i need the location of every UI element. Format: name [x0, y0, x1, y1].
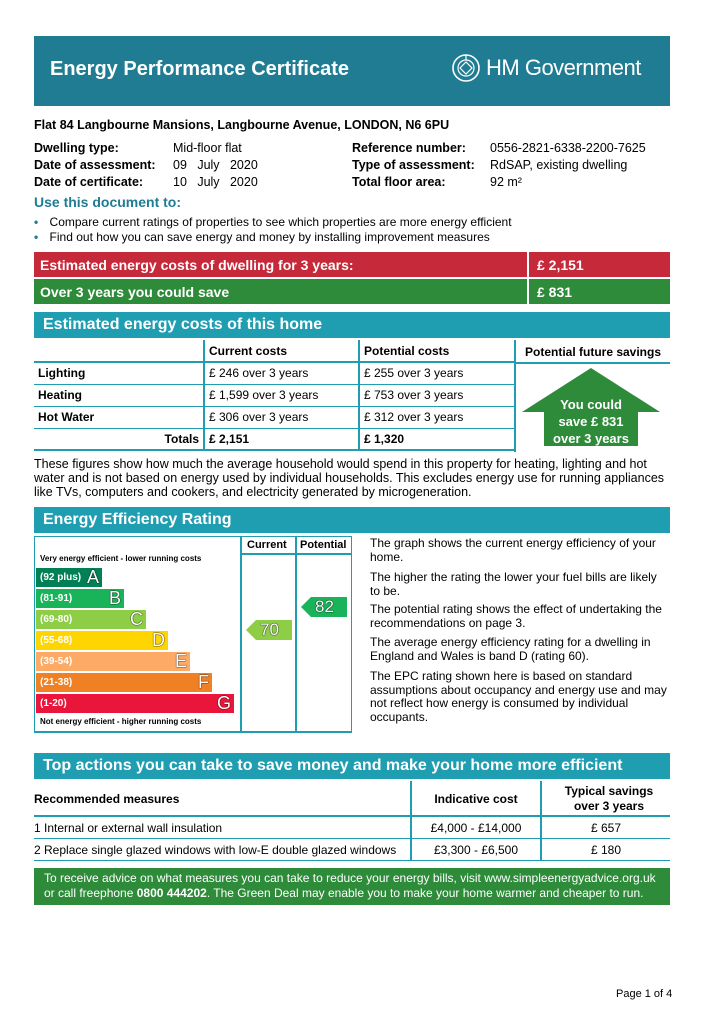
band-range: (69-80): [40, 614, 73, 625]
column-header: Current costs: [204, 340, 359, 362]
rating-paragraph: The potential rating shows the effect of undertaking the recommendations on page 3.: [370, 602, 662, 630]
rating-paragraph: The higher the rating the lower your fuel bills are likely to be.: [370, 570, 657, 598]
bullet-icon: •: [34, 230, 39, 244]
bottom-note: Not energy efficient - higher running costs: [40, 717, 202, 726]
detail-value: 10 July 2020: [173, 175, 258, 189]
rating-section-title: Energy Efficiency Rating: [34, 507, 670, 533]
column-header: Potential costs: [359, 340, 514, 362]
top-note: Very energy efficient - lower running costs: [40, 554, 202, 563]
band-letter: F: [198, 672, 209, 692]
column-header: Potential future savings: [514, 340, 670, 364]
cost-cell: £3,300 - £6,500: [433, 843, 519, 857]
list-item: [34, 215, 512, 229]
divider: [295, 536, 297, 732]
estimated-cost-value: £ 2,151: [537, 257, 584, 273]
band-letter: A: [86, 567, 99, 587]
bullet-text: Compare current ratings of properties to see which properties are more energy efficient: [49, 215, 512, 229]
band-letter: C: [130, 609, 143, 629]
current-cost-cell: £ 1,599 over 3 years: [204, 384, 359, 406]
potential-cost-cell: £ 312 over 3 years: [359, 406, 514, 428]
band-range: (81-91): [40, 593, 73, 604]
savings-line: You could: [560, 397, 622, 412]
costs-section-title: Estimated energy costs of this home: [34, 312, 670, 338]
rating-band-f: [36, 673, 212, 692]
current-rating-arrow: [246, 620, 292, 645]
could-save-label: Over 3 years you could save: [40, 284, 230, 300]
rating-band-d: [36, 631, 168, 650]
divider: [514, 364, 516, 452]
band-range: (55-68): [40, 635, 73, 646]
table-row: [34, 406, 514, 428]
actions-section-title: Top actions you can take to save money and make your home more efficient: [34, 753, 670, 779]
estimated-cost-value-box: [529, 252, 670, 277]
could-save-value-box: [529, 279, 670, 304]
costs-explanation: These figures show how much the average household would spend in this property for heating, lighting and hot water and is not based on energy used by individual households. This excludes energy use for running appliances like TVs, computers and cookers, and electricity generated by microgeneration.: [34, 457, 665, 499]
detail-reference: [352, 141, 466, 155]
actions-header-row: [34, 781, 670, 817]
measure-cell: 2 Replace single glazed windows with low-E double glazed windows: [34, 843, 397, 857]
divider: [240, 536, 242, 732]
column-header: Recommended measures: [34, 792, 180, 806]
current-column-header: Current: [247, 539, 287, 551]
detail-value: 0556-2821-6338-2200-7625: [490, 141, 646, 155]
saving-cell: £ 180: [590, 843, 622, 857]
cost-cell: £4,000 - £14,000: [430, 821, 522, 835]
rating-band-c: [36, 610, 146, 629]
table-row: [34, 362, 514, 384]
freephone-number: 0800 444202: [136, 886, 207, 900]
band-range: (21-38): [40, 677, 73, 688]
row-label: Hot Water: [38, 410, 95, 424]
detail-value: 92 m²: [490, 175, 522, 189]
detail-date-certificate: [34, 175, 143, 189]
could-save-bar: [34, 279, 527, 304]
totals-potential: £ 1,320: [359, 428, 514, 450]
band-range: (39-54): [40, 656, 73, 667]
detail-label: Type of assessment:: [352, 158, 475, 172]
list-item: [34, 230, 490, 244]
measure-cell: 1 Internal or external wall insulation: [34, 821, 223, 835]
detail-value: RdSAP, existing dwelling: [490, 158, 628, 172]
detail-label: Total floor area:: [352, 175, 446, 189]
property-address: Flat 84 Langbourne Mansions, Langbourne Avenue, LONDON, N6 6PU: [34, 118, 450, 132]
use-document-title: Use this document to:: [34, 194, 182, 210]
row-label: Lighting: [38, 366, 86, 381]
row-label: Heating: [38, 388, 83, 402]
band-range: (92 plus): [40, 572, 82, 583]
rating-paragraph: The EPC rating shown here is based on standard assumptions about occupancy and energy use and may not reflect how energy is consumed by individual occupants.: [370, 669, 667, 724]
bullet-text: Find out how you can save energy and money by installing improvement measures: [49, 230, 490, 244]
detail-value: 09 July 2020: [173, 158, 258, 172]
current-rating-value: 70: [260, 620, 279, 639]
current-cost-cell: £ 246 over 3 years: [204, 362, 359, 384]
potential-rating-value: 82: [315, 597, 334, 616]
detail-label: Date of assessment:: [34, 158, 156, 172]
advice-text: . The Green Deal may enable you to make your home warmer and cheaper to run.: [206, 886, 644, 900]
band-range: (1-20): [40, 698, 67, 709]
divider: [540, 781, 542, 817]
column-header: Indicative cost: [434, 792, 518, 806]
could-save-value: £ 831: [537, 284, 573, 300]
rating-band-b: [36, 589, 124, 608]
detail-assessment-type: [352, 158, 475, 172]
savings-line: save £ 831: [558, 414, 624, 429]
detail-floor-area: [352, 175, 446, 189]
column-header: [34, 340, 204, 362]
detail-label: Date of certificate:: [34, 175, 144, 189]
estimated-cost-bar: [34, 252, 527, 277]
table-row: [34, 384, 514, 406]
table-row: [34, 817, 670, 839]
rating-band-e: [36, 652, 190, 671]
band-letter: D: [152, 630, 165, 650]
divider: [240, 553, 352, 555]
rating-band-g: [36, 694, 234, 713]
bullet-icon: •: [34, 215, 39, 229]
potential-rating-arrow: [301, 597, 347, 622]
estimated-cost-label: Estimated energy costs of dwelling for 3 years:: [40, 257, 354, 273]
rating-paragraph: The graph shows the current energy efficiency of your home.: [370, 536, 656, 564]
saving-cell: £ 657: [590, 821, 622, 835]
detail-date-assessment: [34, 158, 156, 172]
advice-text: To receive advice on what measures you can take to reduce your energy bills, visit www.simpleenergyadvice.org.uk or call freephone: [44, 871, 656, 900]
detail-label: Reference number:: [352, 141, 466, 155]
column-header: Typical savings over 3 years: [564, 784, 654, 813]
potential-column-header: Potential: [300, 539, 347, 551]
totals-row: [34, 428, 514, 450]
page-number: Page 1 of 4: [616, 988, 673, 1000]
crest-icon: [450, 52, 482, 89]
rating-paragraph: The average energy efficiency rating for a dwelling in England and Wales is band D (rating 60).: [370, 635, 651, 663]
band-letter: E: [174, 651, 187, 671]
current-cost-cell: £ 306 over 3 years: [204, 406, 359, 428]
table-row: [34, 839, 670, 861]
divider: [34, 731, 352, 733]
savings-arrow-text: [544, 396, 638, 447]
savings-line: over 3 years: [553, 431, 629, 446]
government-logo-text: HM Government: [486, 55, 641, 80]
band-letter: G: [216, 693, 231, 713]
rating-band-a: [36, 568, 102, 587]
totals-label: Totals: [164, 431, 199, 446]
advice-box: [34, 868, 670, 905]
page-title: Energy Performance Certificate: [50, 58, 350, 80]
totals-current: £ 2,151: [204, 428, 359, 450]
detail-label: Dwelling type:: [34, 141, 119, 155]
rating-bands: [36, 568, 236, 718]
detail-value: Mid-floor flat: [173, 141, 242, 155]
potential-cost-cell: £ 255 over 3 years: [359, 362, 514, 384]
band-letter: B: [108, 588, 121, 608]
detail-dwelling-type: [34, 141, 119, 155]
potential-cost-cell: £ 753 over 3 years: [359, 384, 514, 406]
